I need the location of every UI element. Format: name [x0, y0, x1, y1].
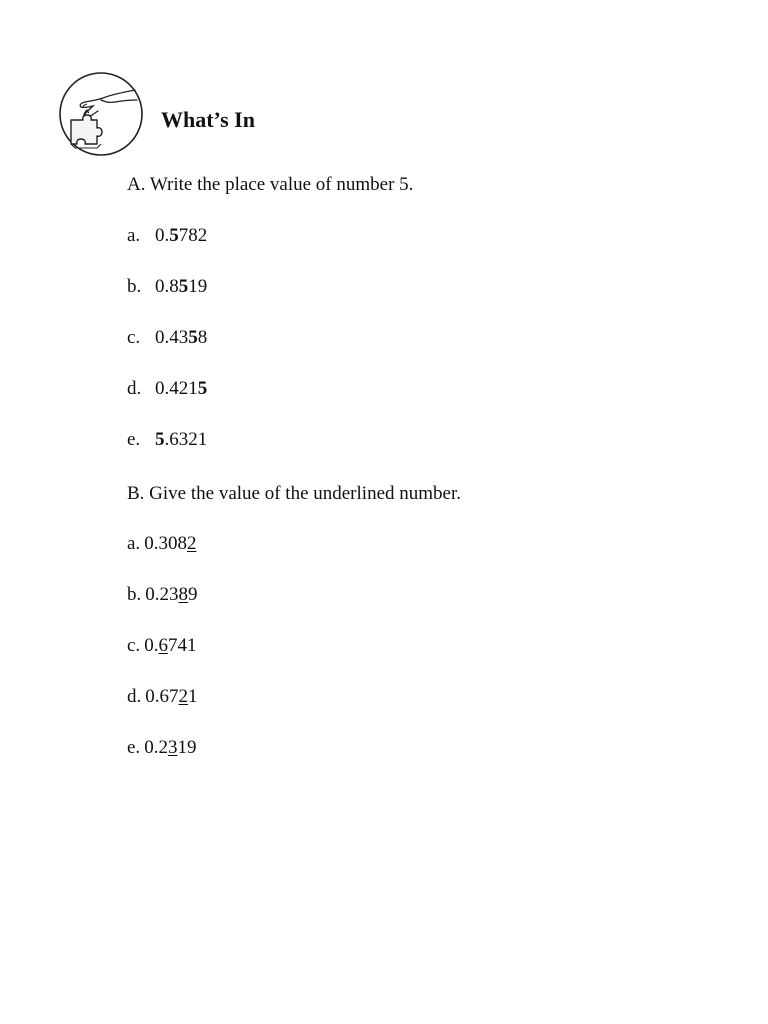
- underlined-digit: 3: [167, 737, 178, 758]
- number-part: 0.421: [155, 378, 198, 399]
- item-label: d.: [127, 378, 142, 399]
- bold-digit: 5: [169, 225, 179, 246]
- list-item: [127, 426, 207, 454]
- item-number: [155, 429, 207, 450]
- number-part: 741: [167, 635, 197, 656]
- section-a-prompt: A. Write the place value of number 5.: [127, 174, 414, 195]
- list-item: [127, 581, 198, 609]
- number-part: 0.23: [145, 584, 179, 605]
- item-number: [155, 378, 207, 399]
- bold-digit: 5: [155, 429, 165, 450]
- item-number: [144, 533, 196, 554]
- section-heading: What’s In: [161, 107, 255, 132]
- hand-puzzle-icon: [57, 70, 145, 158]
- item-number: [145, 584, 197, 605]
- item-label: e.: [127, 429, 141, 450]
- list-item: [127, 734, 196, 762]
- number-part: 9: [188, 584, 198, 605]
- item-label: a.: [127, 533, 141, 554]
- number-part: .6321: [164, 429, 208, 450]
- item-number: [144, 737, 196, 758]
- bold-digit: 5: [178, 276, 189, 297]
- number-part: 0.308: [144, 533, 187, 554]
- number-part: 0.43: [155, 327, 189, 348]
- number-part: 19: [177, 737, 197, 758]
- item-label: e.: [127, 737, 141, 758]
- number-part: 8: [197, 327, 208, 348]
- list-item: [127, 632, 196, 660]
- list-item: [127, 530, 196, 558]
- list-item: [127, 375, 207, 403]
- item-label: a.: [127, 225, 141, 246]
- item-label: c.: [127, 327, 141, 348]
- list-item: [127, 324, 207, 352]
- underlined-digit: 2: [178, 686, 188, 707]
- underlined-digit: 2: [186, 533, 197, 554]
- section-b-prompt: B. Give the value of the underlined number.: [127, 483, 461, 504]
- item-number: [145, 686, 197, 707]
- item-label: b.: [127, 584, 142, 605]
- item-number: [155, 327, 207, 348]
- list-item: [127, 273, 207, 301]
- list-item: [127, 222, 207, 250]
- number-part: 0.67: [145, 686, 179, 707]
- underlined-digit: 8: [178, 584, 188, 605]
- item-label: c.: [127, 635, 141, 656]
- bold-digit: 5: [197, 378, 208, 399]
- number-part: 1: [188, 686, 198, 707]
- item-label: d.: [127, 686, 142, 707]
- number-part: 19: [188, 276, 208, 297]
- item-number: [155, 276, 207, 297]
- item-number: [144, 635, 196, 656]
- item-label: b.: [127, 276, 142, 297]
- underlined-digit: 6: [158, 635, 168, 656]
- number-part: 0.8: [155, 276, 179, 297]
- bold-digit: 5: [188, 327, 198, 348]
- number-part: 0.: [144, 635, 159, 656]
- number-part: 782: [178, 225, 208, 246]
- number-part: 0.: [155, 225, 170, 246]
- number-part: 0.2: [144, 737, 168, 758]
- list-item: [127, 683, 198, 711]
- item-number: [155, 225, 207, 246]
